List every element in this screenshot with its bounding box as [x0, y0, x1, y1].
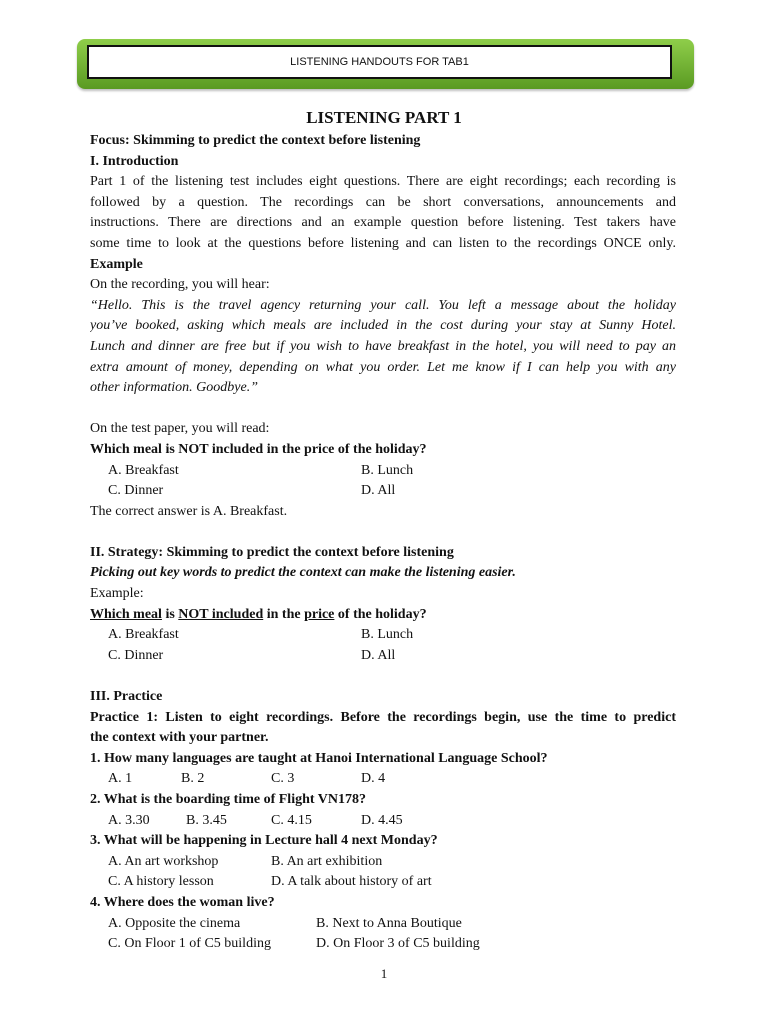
- option-b: B. Next to Anna Boutique: [316, 915, 462, 931]
- question-2-options: [90, 811, 676, 832]
- option-b: B. An art exhibition: [271, 853, 383, 869]
- header-banner-label: LISTENING HANDOUTS FOR TAB1: [87, 45, 672, 79]
- strategy-options-row: [90, 646, 676, 667]
- option-d: D. On Floor 3 of C5 building: [316, 936, 480, 952]
- option-c: C. 3: [271, 771, 295, 787]
- option-a: A. Opposite the cinema: [108, 915, 241, 931]
- question-2: 2. What is the boarding time of Flight VN178?: [90, 792, 366, 807]
- question-text: is: [161, 606, 179, 622]
- option-b: B. 3.45: [186, 812, 227, 828]
- option-d: D. All: [361, 647, 396, 663]
- option-b: B. 2: [181, 771, 205, 787]
- question-3-options: [90, 852, 676, 873]
- keyword: Which meal: [90, 606, 162, 622]
- question-text: in the: [263, 606, 305, 622]
- example-hear-line: On the recording, you will hear:: [90, 277, 270, 293]
- section-introduction-heading: I. Introduction: [90, 153, 179, 169]
- question-3: 3. What will be happening in Lecture hall 4 next Monday?: [90, 833, 438, 849]
- intro-line: followed by a question. The recordings can be short conversations, announcements and: [90, 194, 676, 210]
- option-c: C. On Floor 1 of C5 building: [108, 936, 271, 952]
- option-c: C. A history lesson: [108, 874, 214, 890]
- practice-instruction: the context with your partner.: [90, 730, 269, 746]
- option-a: A. An art workshop: [108, 853, 219, 869]
- section-strategy-heading: II. Strategy: Skimming to predict the context before listening: [90, 544, 454, 560]
- option-a: A. Breakfast: [108, 627, 179, 643]
- page-number: 1: [380, 966, 388, 981]
- spacer: [90, 522, 676, 543]
- document-body: [90, 131, 676, 955]
- question-1: 1. How many languages are taught at Hanoi International Language School?: [90, 750, 548, 766]
- example-quote-line: Lunch and dinner are free but if you wish to have breakfast in the hotel, you will need to pay an: [90, 338, 676, 354]
- question-4: 4. Where does the woman live?: [90, 894, 275, 910]
- question-4-options: [90, 934, 676, 955]
- option-a: A. Breakfast: [108, 462, 179, 478]
- option-d: D. 4.45: [361, 812, 403, 828]
- intro-line: some time to look at the questions before listening and can listen to the recordings ONCE only.: [90, 235, 676, 251]
- example-options-row: [90, 461, 676, 482]
- question-1-options: [90, 769, 676, 790]
- spacer: [90, 666, 676, 687]
- question-4-options: [90, 914, 676, 935]
- option-c: C. Dinner: [108, 483, 164, 499]
- strategy-options-row: [90, 625, 676, 646]
- question-3-options: [90, 872, 676, 893]
- option-d: D. All: [361, 483, 396, 499]
- example-question: Which meal is NOT included in the price of the holiday?: [90, 441, 427, 457]
- option-d: D. 4: [361, 771, 386, 787]
- option-b: B. Lunch: [361, 627, 414, 643]
- strategy-tip: Picking out key words to predict the context can make the listening easier.: [90, 565, 516, 581]
- option-a: A. 3.30: [108, 812, 150, 828]
- option-c: C. Dinner: [108, 647, 164, 663]
- example-read-line: On the test paper, you will read:: [90, 421, 270, 437]
- option-b: B. Lunch: [361, 462, 414, 478]
- page-title: LISTENING PART 1: [306, 108, 462, 127]
- practice-instruction-text: : Listen to eight recordings. Before the recordings begin, use the time to predict: [153, 709, 676, 725]
- example-answer: The correct answer is A. Breakfast.: [90, 503, 288, 519]
- header-banner: [77, 39, 694, 89]
- option-d: D. A talk about history of art: [271, 874, 432, 890]
- keyword: price: [304, 606, 335, 622]
- option-c: C. 4.15: [271, 812, 312, 828]
- focus-line: Focus: Skimming to predict the context before listening: [90, 133, 421, 148]
- example-quote-line: other information. Goodbye.”: [90, 380, 258, 396]
- example-quote-line: you’ve booked, asking which meals are included in the cost during your stay at Sunny Hotel.: [90, 318, 676, 334]
- keyword: NOT included: [178, 606, 264, 622]
- practice-instruction: [90, 708, 676, 729]
- example-quote-line: “Hello. This is the travel agency returning your call. You left a message about the holiday: [90, 297, 676, 313]
- spacer: [90, 399, 676, 420]
- question-text: of the holiday?: [334, 606, 427, 622]
- strategy-question: [90, 605, 676, 626]
- example-quote-line: extra amount of money, depending on what you order. Let me know if I can help you with any: [90, 359, 676, 375]
- intro-line: instructions. There are directions and an example question before listening. Test takers have: [90, 215, 676, 231]
- intro-line: Part 1 of the listening test includes eight questions. There are eight recordings; each recording is: [90, 174, 676, 190]
- option-a: A. 1: [108, 771, 133, 787]
- example-options-row: [90, 481, 676, 502]
- example-heading: Example: [90, 256, 143, 272]
- section-practice-heading: III. Practice: [90, 689, 163, 705]
- practice-label: Practice 1: [90, 709, 154, 725]
- strategy-example-label: Example:: [90, 586, 144, 602]
